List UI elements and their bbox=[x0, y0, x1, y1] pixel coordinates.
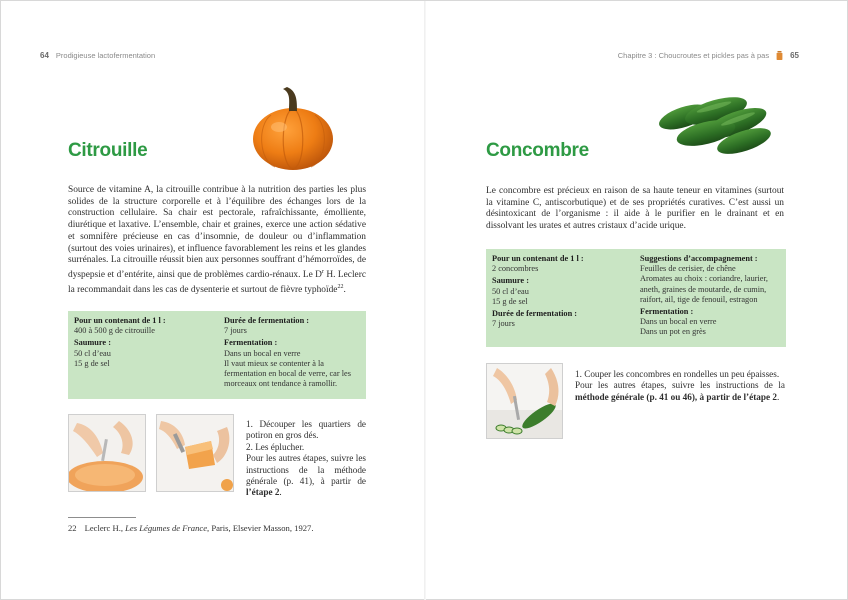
jar-icon bbox=[776, 51, 783, 60]
recipe-box bbox=[68, 311, 366, 399]
brine-salt: 15 g de sel bbox=[74, 358, 110, 368]
page-number: 65 bbox=[790, 51, 799, 60]
running-title: Chapitre 3 : Choucroutes et pickles pas à pas bbox=[617, 51, 770, 60]
right-page bbox=[426, 1, 848, 600]
brine-salt: 15 g de sel bbox=[492, 296, 528, 306]
duration-value: 7 jours bbox=[224, 326, 247, 336]
body-paragraph: Le concombre est précieux en raison de sa haute teneur en vitamines (surtout la vitamine C, antiscorbutique) et de ses propriétés curatives. C’est aussi un désintoxicant de l’organisme : il aide à le purifier en le drainant et en dissolvant les urates et autres cristaux d’acide urique. bbox=[486, 186, 784, 232]
step-photo-slicing bbox=[486, 363, 563, 439]
fermentation-value: Dans un bocal en verre bbox=[224, 348, 301, 358]
brine-water: 50 cl d’eau bbox=[492, 286, 529, 296]
page-title: Concombre bbox=[486, 140, 589, 161]
suggestions-label: Suggestions d’accompagnement : bbox=[640, 254, 758, 263]
brine-label: Saumure : bbox=[492, 276, 529, 286]
right-running-header bbox=[618, 51, 799, 60]
container-value: 400 à 500 g de citrouille bbox=[74, 326, 155, 336]
step-1: 1. Découper les quartiers de potiron en gros dés. bbox=[246, 419, 366, 441]
suggestions-line-2: Aromates au choix : coriandre, laurier, aneth, graines de moutarde, de cumin, raifort, ail, tige de fenouil, estragon bbox=[640, 274, 768, 304]
step-photo-peeling bbox=[156, 414, 234, 492]
duration-label: Durée de fermentation : bbox=[492, 309, 578, 319]
recipe-box bbox=[486, 249, 786, 347]
steps-more: Pour les autres étapes, suivre les instructions de la méthode générale (p. 41 ou 46), à partir de l’étape 2. bbox=[575, 380, 785, 402]
left-running-header bbox=[40, 51, 155, 60]
container-label: Pour un contenant de 1 l : bbox=[74, 316, 166, 325]
footnote: 22 Leclerc H., Les Légumes de France, Paris, Elsevier Masson, 1927. bbox=[68, 523, 314, 533]
footnote-ref: 22 bbox=[337, 283, 344, 290]
step-2: 2. Les éplucher. bbox=[246, 441, 305, 452]
brine-water: 50 cl d’eau bbox=[74, 348, 111, 358]
running-title: Prodigieuse lactofermentation bbox=[55, 51, 156, 60]
brine-label: Saumure : bbox=[74, 338, 111, 348]
fermentation-label: Fermentation : bbox=[640, 307, 694, 317]
body-paragraph: Source de vitamine A, la citrouille contribue à la nutrition des parties les plus solides de la structure corporelle et à l’équilibre des échanges lors de la construction cellulaire. Sa chair est pectorale, rafraîchissante, émolliente, diurétique et laxative. L’ensemble, chair et graines, exerce une action sédative et somnifère précieuse en cas d’insomnie, de douleur ou d’inflammation (surtout des voies urinaires), et influence favorablement les reins et les glandes surrénales. La citrouille réussit bien aux personnes souffrant d’hémorroïdes, de dyspepsie et d’entérite, ainsi que de problèmes cardio-rénaux. Le $D^r$ H. Leclerc la recommandait dans les cas de dysenterie et surtout de fièvre typhoïde$^{22}$. bbox=[68, 185, 366, 295]
duration-value: 7 jours bbox=[492, 319, 515, 329]
fermentation-note: Il vaut mieux se contenter à la fermentation en bocal de verre, car les morceaux ont tendance à ramollir. bbox=[224, 358, 351, 389]
page-title: Citrouille bbox=[68, 140, 148, 161]
left-page bbox=[1, 1, 424, 600]
page-number: 64 bbox=[40, 51, 49, 60]
pumpkin-icon bbox=[251, 85, 335, 173]
fermentation-line-2: Dans un pot en grès bbox=[640, 327, 706, 337]
fermentation-label: Fermentation : bbox=[224, 338, 278, 348]
steps-more: Pour les autres étapes, suivre les instructions de la méthode générale (p. 41), à partir de l’étape 2. bbox=[246, 453, 366, 498]
duration-label: Durée de fermentation : bbox=[224, 316, 310, 325]
cucumbers-icon bbox=[654, 93, 774, 161]
step-photo-cutting bbox=[68, 414, 146, 492]
step-instructions bbox=[575, 369, 785, 403]
step-1: 1. Couper les concombres en rondelles un peu épaisses. bbox=[575, 369, 780, 379]
fermentation-line-1: Dans un bocal en verre bbox=[640, 317, 717, 327]
step-instructions bbox=[246, 419, 366, 499]
container-value: 2 concombres bbox=[492, 264, 539, 274]
footnote-rule bbox=[68, 517, 136, 518]
container-label: Pour un contenant de 1 l : bbox=[492, 254, 584, 263]
suggestions-line-1: Feuilles de cerisier, de chêne bbox=[640, 264, 736, 274]
